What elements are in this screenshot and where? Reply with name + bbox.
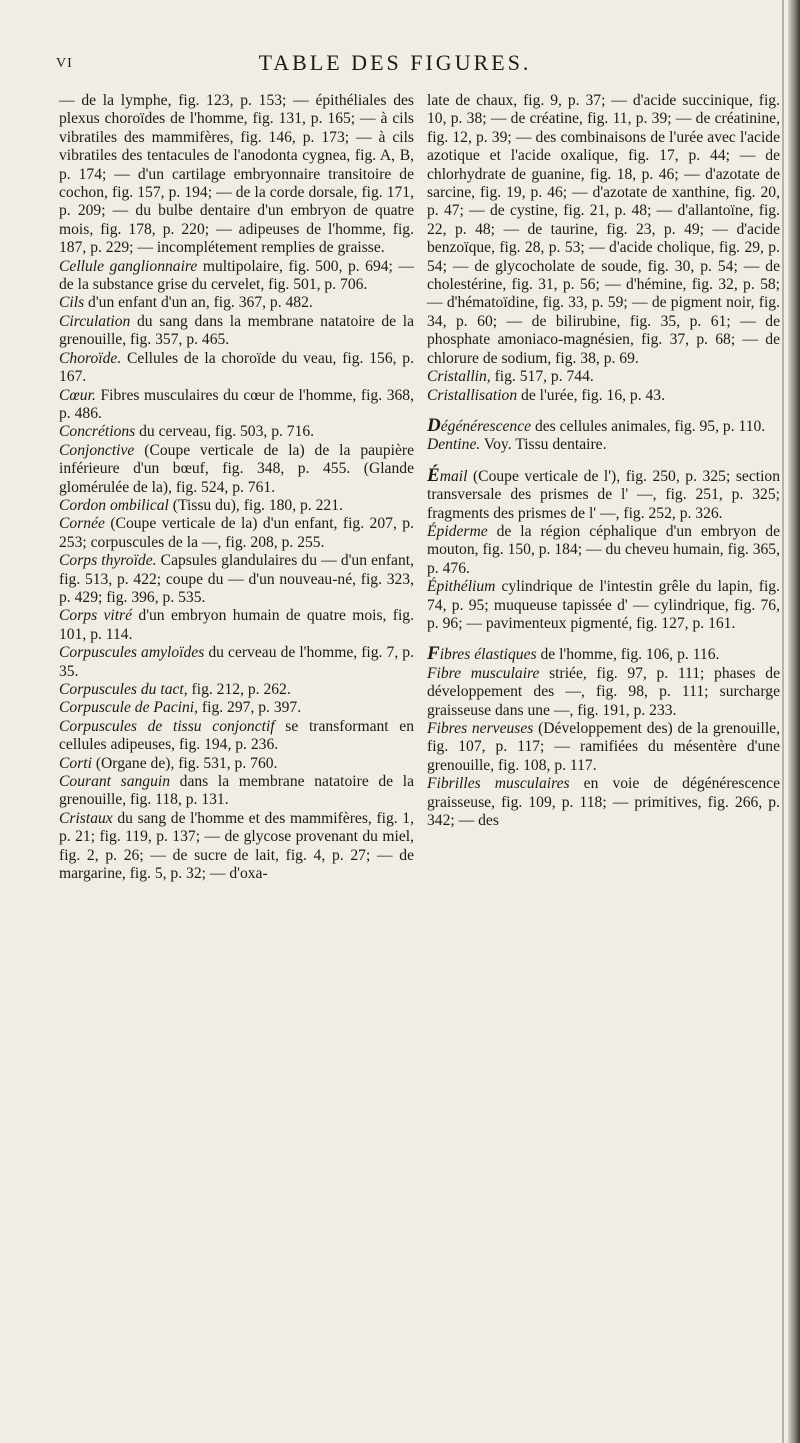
entry-text: (Organe de), fig. 531, p. 760. bbox=[91, 754, 278, 772]
entry-text: d'un enfant d'un an, fig. 367, p. 482. bbox=[84, 294, 313, 312]
section-initial: D bbox=[427, 414, 441, 436]
entry-text: multipolaire, fig. 500, p. 694; — de la substance grise du cervelet, fig. 501, p. 706. bbox=[59, 257, 414, 294]
index-entry bbox=[59, 442, 414, 497]
entry-term: Dentine. bbox=[427, 436, 481, 454]
entry-text: en voie de dégénérescence graisseuse, fig. 109, p. 118; — primitives, fig. 266, p. 342; — des bbox=[427, 775, 780, 830]
entry-term: Cristallisation bbox=[427, 386, 518, 404]
entry-term: Corps vitré bbox=[59, 607, 133, 625]
index-entry bbox=[59, 515, 414, 552]
entry-term: Courant sanguin bbox=[59, 773, 171, 791]
entry-text: fig. 517, p. 744. bbox=[490, 368, 594, 386]
entry-text: (Coupe verticale de l'), fig. 250, p. 325; section transversale des prismes de l' —, fig. 251, p. 325; fragments des prismes de l' —, fig. 252, p. 326. bbox=[427, 467, 780, 522]
entry-term: Fibres nerveuses bbox=[427, 720, 534, 737]
entry-term: Fibrilles musculaires bbox=[427, 775, 570, 793]
entry-term: Corpuscules amyloïdes bbox=[59, 644, 205, 662]
index-entry bbox=[59, 607, 414, 644]
entry-text: (Coupe verticale de la) de la paupière inférieure d'un bœuf, fig. 348, p. 455. (Glande glomérulée de la), fig. 524, p. 761. bbox=[59, 441, 414, 496]
entry-text: du sang dans la membrane natatoire de la grenouille, fig. 357, p. 465. bbox=[59, 312, 414, 349]
page-edge-shadow bbox=[788, 0, 800, 1443]
page-edge-line bbox=[782, 0, 784, 1443]
index-entry bbox=[59, 681, 414, 699]
index-entry bbox=[427, 720, 780, 775]
entry-text: — de la lymphe, fig. 123, p. 153; — épithéliales des plexus choroïdes de l'homme, fig. 131, p. 165; — à cils vibratiles des mammifères, fig. 146, p. 173; — à cils vibratiles des tentacules de l'anodonta cygnea, fig. A, B, p. 174; — d'un cartilage embryonnaire transitoire de cochon, fig. 157, p. 194; — de la corde dorsale, fig. 171, p. 209; — du bulbe dentaire d'un embryon de quatre mois, fig. 178, p. 220; — adipeuses de l'homme, fig. 187, p. 229; — incomplétement remplies de graisse. bbox=[59, 92, 414, 257]
index-entry bbox=[59, 773, 414, 810]
right-column bbox=[427, 92, 780, 830]
index-entry bbox=[427, 578, 780, 633]
index-entry bbox=[427, 775, 780, 830]
entry-term: ibres élastiques bbox=[439, 646, 537, 664]
entry-term: Choroïde. bbox=[59, 349, 122, 367]
entry-term: Corpuscules de tissu conjonctif bbox=[59, 717, 275, 735]
index-entry bbox=[427, 387, 780, 405]
entry-term: mail bbox=[439, 467, 468, 485]
entry-text: (Coupe verticale de la) d'un enfant, fig. 207, p. 253; corpuscules de la —, fig. 208, p. 255. bbox=[59, 515, 414, 551]
entry-term: Cristaux bbox=[59, 809, 113, 827]
index-entry bbox=[427, 464, 780, 523]
index-entry bbox=[59, 313, 414, 350]
index-entry bbox=[427, 368, 780, 386]
entry-text: Capsules glandulaires du — d'un enfant, fig. 513, p. 422; coupe du — d'un nouveau-né, fig. 323, p. 429; fig. 396, p. 535. bbox=[59, 552, 415, 606]
entry-text: des cellules animales, fig. 95, p. 110. bbox=[531, 417, 766, 435]
index-entry bbox=[427, 645, 780, 664]
entry-text: de l'homme, fig. 106, p. 116. bbox=[536, 646, 720, 664]
index-entry bbox=[59, 350, 414, 387]
index-entry bbox=[59, 294, 414, 312]
entry-text: Fibres musculaires du cœur de l'homme, fig. 368, p. 486. bbox=[59, 386, 414, 422]
index-entry bbox=[59, 718, 414, 755]
entry-text: cylindrique de l'intestin grêle du lapin, fig. 74, p. 95; muqueuse tapissée d' — cylindrique, fig. 76, p. 96; — pavimenteux pigmenté, fig. 127, p. 161. bbox=[427, 578, 780, 632]
entry-text: (Tissu du), fig. 180, p. 221. bbox=[168, 496, 343, 514]
entry-text: d'un embryon humain de quatre mois, fig. 101, p. 114. bbox=[59, 607, 414, 643]
entry-term: Cordon ombilical bbox=[59, 496, 169, 514]
entry-term: Cornée bbox=[59, 515, 105, 533]
index-entry bbox=[427, 414, 780, 436]
index-entry bbox=[59, 92, 414, 258]
entry-term: Conjonctive bbox=[59, 441, 135, 459]
entry-term: Corti bbox=[59, 754, 92, 772]
section-initial: É bbox=[427, 464, 440, 486]
index-entry bbox=[59, 423, 414, 441]
index-entry bbox=[59, 497, 414, 515]
entry-text: (Développement des) de la grenouille, fig. 107, p. 117; — ramifiées du mésentère d'une grenouille, fig. 108, p. 117. bbox=[427, 720, 780, 774]
entry-text: du cerveau de l'homme, fig. 7, p. 35. bbox=[59, 644, 414, 680]
index-entry bbox=[59, 755, 414, 773]
index-entry bbox=[427, 523, 780, 578]
entry-term: Corpuscule de Pacini, bbox=[59, 699, 199, 717]
entry-term: Cellule ganglionnaire bbox=[59, 257, 198, 275]
entry-text: de la région céphalique d'un embryon de mouton, fig. 150, p. 184; — du cheveu humain, fig. 365, p. 476. bbox=[427, 522, 780, 577]
entry-term: égénérescence bbox=[440, 417, 532, 435]
entry-term: Circulation bbox=[59, 312, 131, 330]
entry-term: Cristallin, bbox=[427, 368, 491, 386]
entry-text: Cellules de la choroïde du veau, fig. 156, p. 167. bbox=[59, 349, 414, 386]
index-entry bbox=[59, 387, 414, 424]
entry-text: late de chaux, fig. 9, p. 37; — d'acide succinique, fig. 10, p. 38; — de créatine, fig. 11, p. 39; — de créatinine, fig. 12, p. 39; — des combinaisons de l'urée avec l'acide azotique et l'acide oxalique, fig. 17, p. 44; — de chlorhydrate de guanine, fig. 18, p. 46; — d'azotate de sarcine, fig. 19, p. 46; — d'azotate de xanthine, fig. 20, p. 47; — de cystine, fig. 21, p. 48; — d'allantoïne, fig. 22, p. 48; — de taurine, fig. 23, p. 49; — d'acide benzoïque, fig. 28, p. 53; — d'acide cholique, fig. 29, p. 54; — de glycocholate de soude, fig. 30, p. 54; — de cholestérine, fig. 31, p. 56; — d'hémine, fig. 32, p. 58; — d'hématoïdine, fig. 33, p. 59; — de pigment noir, fig. 34, p. 60; — de bilirubine, fig. 35, p. 61; — de phosphate amoniaco-magnésien, fig. 37, p. 68; — de chlorure de sodium, fig. 38, p. 69. bbox=[427, 92, 780, 367]
index-entry bbox=[427, 665, 780, 720]
entry-term: Corpuscules du tact, bbox=[59, 681, 188, 698]
entry-term: Concrétions bbox=[59, 423, 136, 441]
section-initial: F bbox=[427, 643, 440, 665]
left-column bbox=[59, 92, 414, 883]
entry-term: Cils bbox=[59, 294, 85, 312]
entry-text: se transformant en cellules adipeuses, fig. 194, p. 236. bbox=[59, 717, 415, 754]
index-entry bbox=[59, 699, 414, 717]
running-title: TABLE DES FIGURES. bbox=[258, 50, 532, 75]
index-entry bbox=[59, 258, 414, 295]
index-entry bbox=[59, 810, 414, 884]
index-entry bbox=[59, 644, 414, 681]
entry-term: Fibre musculaire bbox=[427, 664, 540, 682]
entry-term: Épithélium bbox=[427, 578, 496, 596]
entry-text: fig. 297, p. 397. bbox=[198, 699, 302, 717]
entry-term: Épiderme bbox=[427, 522, 488, 540]
index-entry bbox=[427, 92, 780, 368]
page-number: VI bbox=[56, 56, 73, 71]
page-header bbox=[0, 50, 790, 80]
entry-text: dans la membrane natatoire de la grenouille, fig. 118, p. 131. bbox=[59, 773, 414, 809]
entry-text: de l'urée, fig. 16, p. 43. bbox=[517, 386, 666, 404]
entry-text: fig. 212, p. 262. bbox=[187, 681, 291, 698]
index-entry bbox=[59, 552, 414, 607]
entry-text: striée, fig. 97, p. 111; phases de développement des —, fig. 98, p. 111; surcharge graisseuse dans une —, fig. 191, p. 233. bbox=[427, 664, 780, 719]
index-entry bbox=[427, 436, 780, 454]
entry-text: du cerveau, fig. 503, p. 716. bbox=[135, 423, 315, 441]
entry-term: Cœur. bbox=[59, 386, 96, 404]
entry-text: du sang de l'homme et des mammifères, fig. 1, p. 21; fig. 119, p. 137; — de glycose provenant du miel, fig. 2, p. 26; — de sucre de lait, fig. 4, p. 27; — de margarine, fig. 5, p. 32; — d'oxa- bbox=[59, 809, 414, 883]
entry-text: Voy. Tissu dentaire. bbox=[480, 436, 607, 454]
entry-term: Corps thyroïde. bbox=[59, 552, 157, 570]
